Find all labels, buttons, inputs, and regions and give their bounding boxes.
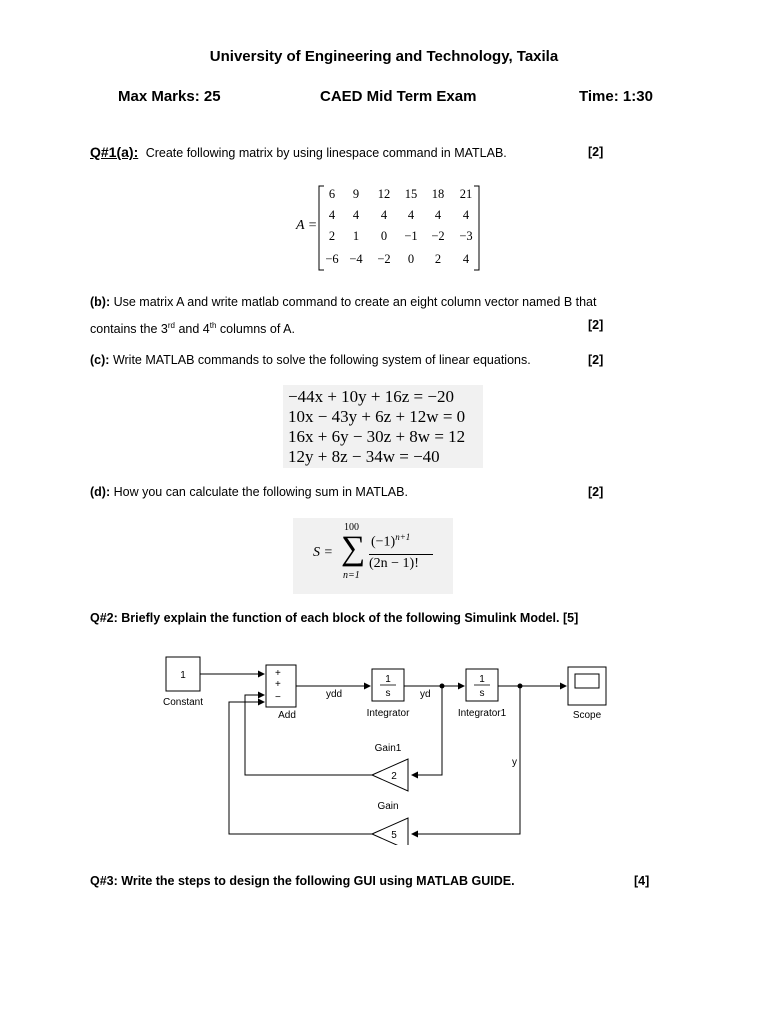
gain-block[interactable] xyxy=(372,818,408,845)
matrix-a xyxy=(316,184,482,272)
university-title: University of Engineering and Technology, Taxila xyxy=(209,48,559,65)
equation-system xyxy=(283,385,483,468)
ydd-label: ydd xyxy=(326,689,343,700)
integrator-den: s xyxy=(385,688,391,699)
matrix-cell: 18 xyxy=(431,187,445,201)
matrix-cell: 2 xyxy=(328,229,336,243)
matrix-cell: 2 xyxy=(434,252,442,266)
matrix-cell: −2 xyxy=(377,252,391,266)
q1a-text: Create following matrix by using linespace command in MATLAB. xyxy=(145,146,507,160)
q1c-marks: [2] xyxy=(588,353,604,367)
numerator-base: (−1) xyxy=(371,534,396,550)
q1d-label: (d): xyxy=(90,485,111,499)
integrator1-num: 1 xyxy=(479,674,485,685)
integrator1-label: Integrator1 xyxy=(457,708,507,719)
equation-1: −44x + 10y + 16z = −20 xyxy=(288,387,454,406)
gain1-to-add xyxy=(245,695,372,775)
y-label: y xyxy=(512,757,517,768)
q1c-label: (c): xyxy=(90,353,110,367)
matrix-cell: −4 xyxy=(349,252,363,266)
add-label: Add xyxy=(278,710,296,721)
sum-lhs: S = xyxy=(313,545,333,560)
matrix-cell: −2 xyxy=(431,229,445,243)
q1a-label: Q#1(a): xyxy=(90,144,139,160)
exam-title: CAED Mid Term Exam xyxy=(320,88,477,105)
q1a-marks: [2] xyxy=(588,145,604,159)
exam-time: Time: 1:30 xyxy=(579,88,653,105)
matrix-name: A = xyxy=(296,218,318,233)
sum-formula xyxy=(293,518,453,594)
matrix-cell: 4 xyxy=(380,208,388,222)
gain-label: Gain xyxy=(377,801,399,812)
right-bracket xyxy=(474,186,479,270)
gain1-value: 2 xyxy=(391,771,397,782)
q1c-line xyxy=(90,349,531,372)
matrix-cell: 4 xyxy=(407,208,415,222)
matrix-cell: 1 xyxy=(352,229,360,243)
constant-value: 1 xyxy=(180,670,186,681)
matrix-cell: 4 xyxy=(462,252,470,266)
add-block[interactable] xyxy=(266,665,296,707)
equation-3: 16x + 6y − 30z + 8w = 12 xyxy=(288,427,466,446)
add-sign-2: + xyxy=(275,679,281,690)
constant-label: Constant xyxy=(162,697,204,708)
q1d-marks: [2] xyxy=(588,485,604,499)
q1c-text: Write MATLAB commands to solve the following system of linear equations. xyxy=(112,353,531,367)
sum-lower-limit: n=1 xyxy=(343,570,360,581)
simulink-model xyxy=(150,645,630,845)
q1b-line2 xyxy=(90,314,295,341)
max-marks: Max Marks: 25 xyxy=(118,88,221,105)
add-sign-3: − xyxy=(275,692,281,703)
matrix-cell: −3 xyxy=(459,229,473,243)
q1d-text: How you can calculate the following sum in MATLAB. xyxy=(113,485,408,499)
matrix-cell: 0 xyxy=(380,229,388,243)
gain1-label: Gain1 xyxy=(374,743,402,754)
q1b-marks: [2] xyxy=(588,318,604,332)
matrix-cell: 4 xyxy=(462,208,470,222)
matrix-cell: 9 xyxy=(352,187,360,201)
scope-label: Scope xyxy=(572,710,602,721)
q1b-text2b: and 4 xyxy=(178,322,210,337)
q1b-text2a: contains the 3 xyxy=(90,322,168,337)
q1a-line xyxy=(90,141,710,165)
integrator1-den: s xyxy=(479,688,485,699)
matrix-cell: 21 xyxy=(459,187,473,201)
q1b-text1: Use matrix A and write matlab command to create an eight column vector named B that xyxy=(113,295,597,309)
matrix-cell: 0 xyxy=(407,252,415,266)
integrator-num: 1 xyxy=(385,674,391,685)
sum-numerator xyxy=(371,532,410,551)
left-bracket xyxy=(319,186,324,270)
sum-denominator: (2n − 1)! xyxy=(369,556,419,571)
gain-value: 5 xyxy=(391,830,397,841)
matrix-cell: −6 xyxy=(325,252,339,266)
gain1-block[interactable] xyxy=(372,759,408,791)
matrix-cell: 4 xyxy=(352,208,360,222)
q1b-text2c: columns of A. xyxy=(219,322,295,337)
numerator-exponent: n+1 xyxy=(395,532,411,542)
q1b-label: (b): xyxy=(90,295,111,309)
matrix-cell: 15 xyxy=(404,187,418,201)
fraction-bar xyxy=(369,554,433,555)
q3-marks: [4] xyxy=(634,874,650,888)
yd-label: yd xyxy=(420,689,431,700)
equation-2: 10x − 43y + 6z + 12w = 0 xyxy=(288,407,466,426)
matrix-cell: 12 xyxy=(377,187,391,201)
sum-upper-limit: 100 xyxy=(344,522,359,533)
integrator-label: Integrator xyxy=(366,708,410,719)
q1b-sup2: th xyxy=(209,321,217,330)
sigma-icon: ∑ xyxy=(341,530,366,567)
matrix-cell: 4 xyxy=(434,208,442,222)
scope-screen-icon xyxy=(575,674,599,688)
q1b-line1 xyxy=(90,291,730,314)
q1d-line xyxy=(90,481,408,504)
q3-text: Q#3: Write the steps to design the following GUI using MATLAB GUIDE. xyxy=(90,874,515,888)
matrix-cell: 6 xyxy=(328,187,336,201)
equation-4: 12y + 8z − 34w = −40 xyxy=(288,447,440,466)
q1b-sup1: rd xyxy=(167,321,175,330)
q2-text: Q#2: Briefly explain the function of each block of the following Simulink Model. [5] xyxy=(90,611,579,625)
matrix-cell: −1 xyxy=(404,229,418,243)
gain-to-add xyxy=(229,702,372,834)
matrix-cell: 4 xyxy=(328,208,336,222)
add-sign-1: + xyxy=(275,668,281,679)
